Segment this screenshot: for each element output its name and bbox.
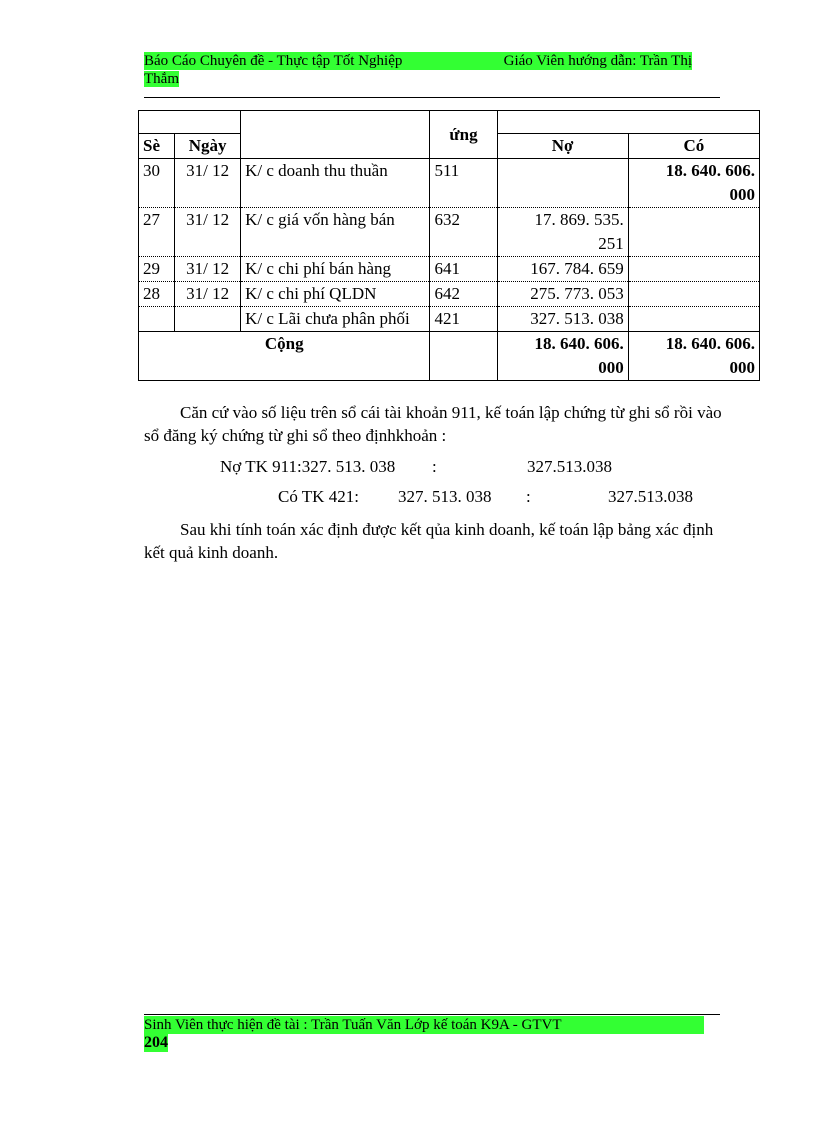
header-co: Có — [628, 134, 759, 159]
entry-credit-colon: : — [526, 487, 531, 506]
entry-credit-account: Có TK 421: — [278, 487, 359, 506]
cell-dien-giai: K/ c Lãi chưa phân phối — [241, 307, 430, 332]
page-number: 204 — [144, 1034, 168, 1051]
table-total-row — [139, 332, 760, 381]
header-so: Sè — [139, 134, 175, 159]
total-tk — [430, 332, 497, 381]
cell-ngay: 31/ 12 — [175, 282, 241, 307]
table-row — [139, 307, 760, 332]
header-contra-account: ứng — [430, 111, 497, 159]
header-voucher-group — [139, 111, 241, 134]
cell-tk: 642 — [430, 282, 497, 307]
cell-so: 29 — [139, 257, 175, 282]
cell-dien-giai: K/ c chi phí QLDN — [241, 282, 430, 307]
cell-ngay: 31/ 12 — [175, 159, 241, 208]
cell-so: 30 — [139, 159, 175, 208]
footer-student: Sinh Viên thực hiện đề tài : Trần Tuấn Văn Lớp kế toán K9A - GTVT — [144, 1016, 704, 1034]
header-advisor: Giáo Viên hướng dẫn: Trần Thị — [503, 53, 692, 69]
cell-dien-giai: K/ c chi phí bán hàng — [241, 257, 430, 282]
table-header-row-1 — [139, 111, 760, 134]
cell-co — [628, 307, 759, 332]
header-no: Nợ — [497, 134, 628, 159]
header-rule — [144, 97, 720, 98]
cell-tk: 421 — [430, 307, 497, 332]
footer-rule — [144, 1014, 720, 1015]
cell-so: 28 — [139, 282, 175, 307]
header-ngay: Ngày — [175, 134, 241, 159]
page-footer — [144, 1016, 704, 1052]
entry-debit-colon: : — [432, 457, 437, 476]
cell-co — [628, 208, 759, 257]
paragraph-2: Sau khi tính toán xác định được kết qủa kinh doanh, kế toán lập bảng xác định kết quả kinh doanh. — [144, 520, 714, 562]
cell-co — [628, 257, 759, 282]
header-description — [241, 111, 430, 159]
header-amount-group — [497, 111, 759, 134]
cell-no: 17. 869. 535. 251 — [497, 208, 628, 257]
ledger-table — [138, 110, 760, 381]
table-row — [139, 282, 760, 307]
cell-co — [628, 282, 759, 307]
paragraph-1: Căn cứ vào số liệu trên sổ cái tài khoản 911, kế toán lập chứng từ ghi sổ rồi vào sổ đăng ký chứng từ ghi sổ theo địnhkhoản : — [144, 403, 722, 445]
cell-dien-giai: K/ c doanh thu thuần — [241, 159, 430, 208]
cell-no: 275. 773. 053 — [497, 282, 628, 307]
cell-dien-giai: K/ c giá vốn hàng bán — [241, 208, 430, 257]
header-advisor-cont: Thắm — [144, 71, 179, 87]
cell-no: 327. 513. 038 — [497, 307, 628, 332]
entry-credit-amount: 327.513.038 — [608, 487, 693, 506]
entry-debit-amount: 327.513.038 — [527, 457, 612, 476]
total-label: Cộng — [139, 332, 430, 381]
cell-co: 18. 640. 606. 000 — [628, 159, 759, 208]
cell-no: 167. 784. 659 — [497, 257, 628, 282]
total-no: 18. 640. 606. 000 — [497, 332, 628, 381]
table-row — [139, 257, 760, 282]
cell-ngay: 31/ 12 — [175, 208, 241, 257]
table-row — [139, 159, 760, 208]
cell-so: 27 — [139, 208, 175, 257]
cell-tk: 641 — [430, 257, 497, 282]
total-co: 18. 640. 606. 000 — [628, 332, 759, 381]
table-row — [139, 208, 760, 257]
page-header — [144, 52, 692, 88]
cell-ngay — [175, 307, 241, 332]
entry-debit-account: Nợ TK 911:327. 513. 038 — [220, 457, 396, 476]
cell-tk: 632 — [430, 208, 497, 257]
header-line — [144, 52, 692, 70]
cell-no — [497, 159, 628, 208]
entry-credit-value: 327. 513. 038 — [398, 487, 492, 506]
cell-tk: 511 — [430, 159, 497, 208]
header-report-title: Báo Cáo Chuyên đề - Thực tập Tốt Nghiệp — [144, 53, 403, 69]
cell-ngay: 31/ 12 — [175, 257, 241, 282]
cell-so — [139, 307, 175, 332]
